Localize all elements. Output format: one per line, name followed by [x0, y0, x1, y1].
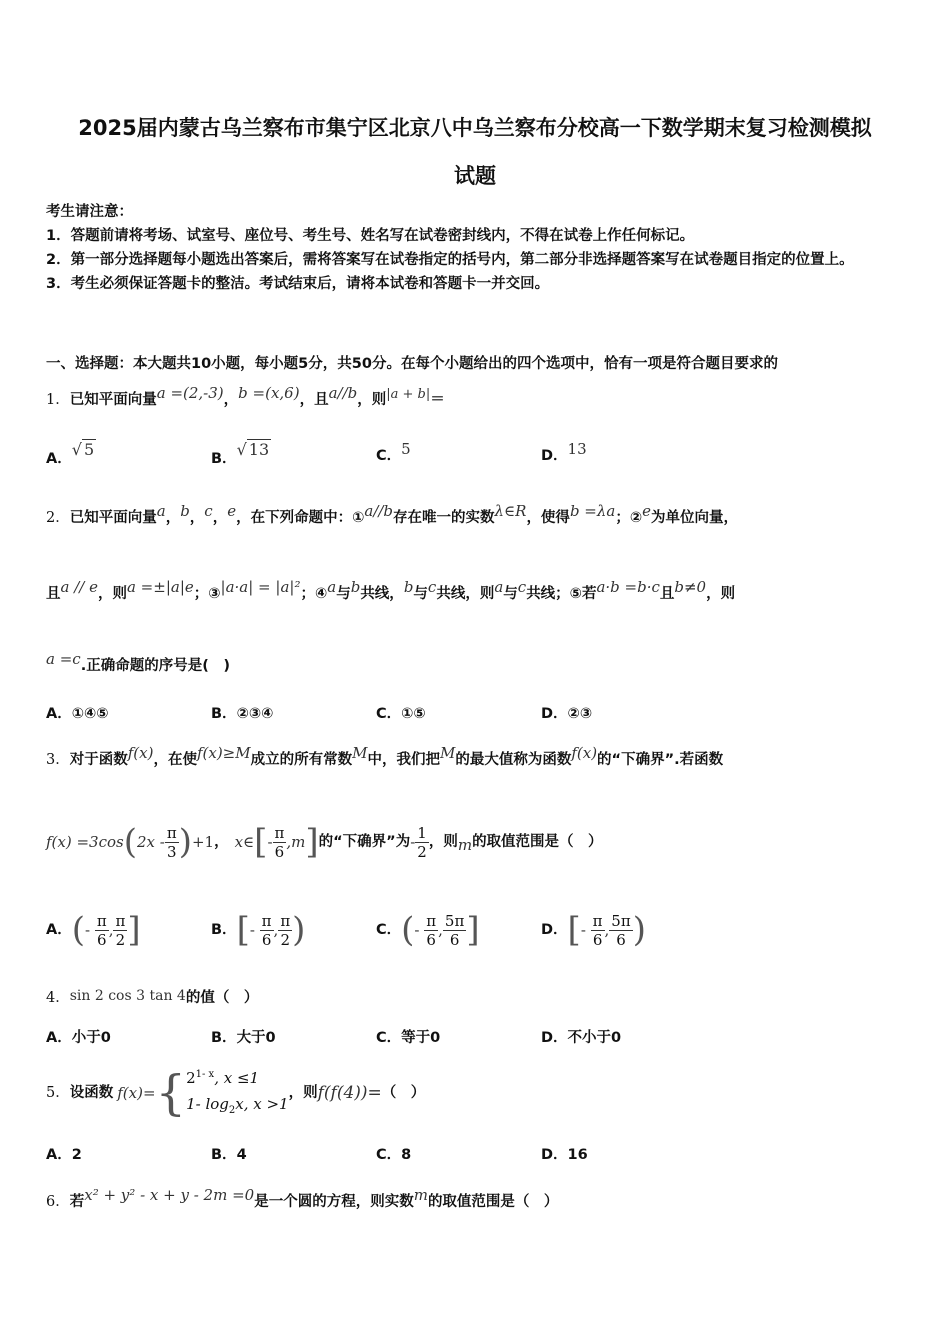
math-expression: |a + b| [386, 387, 431, 402]
denominator: 6 [97, 930, 107, 949]
math-expression: 2x - [137, 833, 165, 851]
option-label: B． [211, 451, 237, 467]
fraction-body [609, 912, 632, 949]
math-expression: a·b =b·c [596, 578, 660, 596]
option-d[interactable] [541, 702, 592, 723]
piece-case-2 [186, 1091, 289, 1124]
math-expression: m [457, 836, 473, 854]
question-text: 设函数 [69, 1085, 114, 1101]
exponent: 1- x [195, 1069, 215, 1080]
question-text: 与 [503, 586, 518, 602]
option-label: B． [211, 922, 237, 938]
math-expression: f(x) [127, 744, 154, 762]
interval-expression [236, 910, 306, 950]
option-d[interactable] [541, 1026, 621, 1047]
minus-sign: - [85, 921, 95, 939]
math-expression: x² + y² - x + y - 2m =0 [84, 1186, 255, 1204]
question-text: 且 [46, 586, 61, 602]
notice-item: 1．答题前请将考场、试室号、座位号、考生号、姓名写在试卷密封线内，不得在试卷上作任何标记。 [46, 228, 695, 244]
brace: { [155, 1065, 187, 1121]
radicand: 13 [248, 440, 270, 459]
option-value: 小于0 [71, 1030, 111, 1046]
option-label: C． [376, 922, 402, 938]
question-text: 成立的所有常数 [250, 752, 353, 768]
option-d[interactable] [541, 1143, 588, 1164]
question-text: 中，我们把 [367, 752, 440, 768]
math-expression: 2 [186, 1069, 196, 1087]
denominator: 2 [417, 842, 427, 861]
title-line-1: 2025届内蒙古乌兰察布市集宁区北京八中乌兰察布分校高一下数学期末复习检测模拟 [78, 116, 872, 140]
question-text: 存在唯一的实数 [393, 510, 495, 526]
question-text: 已知平面向量 [69, 510, 157, 526]
math-expression: c [427, 578, 437, 596]
math-expression: b≠0 [674, 578, 707, 596]
bracket: ( [71, 910, 85, 950]
numerator: π [592, 911, 603, 930]
piece-case-1 [186, 1062, 289, 1091]
question-text: 的最大值称为函数 [455, 752, 572, 768]
bracket: ) [178, 822, 192, 862]
denominator: 6 [261, 930, 272, 949]
option-c[interactable] [376, 910, 480, 950]
math-expression: b [403, 578, 414, 596]
comma: , [273, 921, 279, 939]
math-expression: a // e [60, 578, 98, 596]
math-expression: f(x) [571, 744, 598, 762]
option-value: 4 [236, 1147, 247, 1163]
option-c[interactable] [376, 1143, 411, 1164]
math-expression: m [413, 1186, 428, 1204]
fraction-body [443, 912, 466, 949]
question-text: ，则 [97, 586, 127, 602]
math-expression: , x ≤1 [214, 1069, 260, 1087]
math-expression: a [494, 578, 504, 596]
question-text: 的取值范围是（ ） [472, 834, 603, 850]
fraction-body [278, 912, 292, 949]
question-text: 共线；⑤若 [526, 586, 597, 602]
option-d[interactable] [541, 910, 646, 950]
math-expression: - [267, 833, 273, 851]
interval-expression [71, 910, 141, 950]
question-text: ， [189, 510, 205, 526]
option-label: D． [541, 706, 568, 722]
question-text: ，且 [299, 392, 329, 408]
fraction [165, 824, 179, 861]
bracket: ] [466, 910, 480, 950]
bracket: ( [123, 822, 137, 862]
question-text: 与 [413, 586, 428, 602]
numerator: 1 [417, 823, 427, 842]
question-text: 为单位向量， [651, 510, 738, 526]
math-expression: x∈ [234, 833, 255, 851]
bracket: ( [401, 910, 415, 950]
math-expression: ,m [286, 833, 306, 851]
option-d[interactable] [541, 440, 587, 465]
question-text: 与 [336, 586, 351, 602]
math-expression: a//b [364, 502, 394, 520]
option-b[interactable] [211, 702, 273, 723]
math-expression: a//b [328, 384, 358, 402]
numerator: π [274, 823, 285, 842]
fraction [249, 911, 274, 949]
math-expression: a [327, 578, 337, 596]
math-expression: M [439, 744, 456, 762]
question-text: （ ） [381, 1085, 426, 1101]
question-number: 2． [46, 510, 70, 526]
question-text: .正确命题的序号是( ) [80, 658, 230, 674]
denominator: 3 [167, 842, 177, 861]
option-b[interactable] [211, 440, 271, 468]
math-expression: c [204, 502, 213, 520]
sqrt-expression: √ 13 [236, 440, 270, 459]
numerator: π [115, 911, 126, 930]
question-text: ，则 [357, 392, 387, 408]
math-expression: M [352, 744, 368, 762]
option-a[interactable] [46, 1026, 111, 1047]
fraction-body [113, 912, 127, 949]
numerator: 5π [444, 911, 465, 930]
question-text: ， [212, 510, 228, 526]
denominator: 6 [616, 930, 626, 949]
question-number: 5． [46, 1085, 70, 1101]
option-label: D． [541, 448, 568, 464]
option-label: D． [541, 922, 568, 938]
option-label: C． [376, 448, 402, 464]
question-text: ；④ [300, 586, 328, 602]
option-b[interactable] [211, 1143, 247, 1164]
option-c[interactable] [376, 1026, 440, 1047]
option-value: ②③ [567, 706, 593, 722]
fraction-body [95, 912, 109, 949]
option-label: A． [46, 1030, 72, 1046]
radicand: 5 [83, 440, 95, 459]
fraction-body [424, 912, 438, 949]
math-expression: +1 [191, 833, 215, 851]
question-text: 的“下确界”.若函数 [597, 752, 724, 768]
fraction-body [591, 912, 605, 949]
denominator: 6 [274, 842, 285, 861]
math-expression: λ∈R [494, 502, 527, 520]
question-text: ＝ [430, 392, 445, 408]
option-label: C． [376, 706, 402, 722]
option-value: 大于0 [236, 1030, 276, 1046]
question-text: 共线， [360, 586, 404, 602]
question-text: ；② [615, 510, 643, 526]
bracket: ) [632, 910, 646, 950]
math-expression: f(x)= [117, 1084, 156, 1102]
comma: , [604, 921, 610, 939]
fraction [278, 911, 292, 949]
option-c[interactable] [376, 702, 426, 723]
question-text: 若 [69, 1194, 85, 1210]
bracket: [ [567, 910, 581, 950]
bracket: ] [127, 910, 141, 950]
option-value: 5 [401, 440, 411, 458]
question-text [69, 744, 724, 768]
math-expression: b [180, 502, 190, 520]
option-value: 2 [71, 1147, 82, 1163]
fraction [580, 911, 605, 949]
question-text: ， [165, 510, 181, 526]
question-text: ，则 [288, 1085, 318, 1101]
question-text: 的取值范围是（ ） [427, 1194, 559, 1210]
piecewise-cases [186, 1062, 289, 1124]
option-value: 等于0 [401, 1030, 441, 1046]
numerator: π [166, 823, 177, 842]
option-a[interactable] [46, 1143, 82, 1164]
numerator: 5π [611, 911, 631, 930]
notice-item: 3．考生必须保证答题卡的整洁。考试结束后，请将本试卷和答题卡一并交回。 [46, 276, 550, 292]
question-number: 6． [46, 1194, 70, 1210]
question-text: 是一个圆的方程，则实数 [254, 1194, 414, 1210]
math-expression: f(f(4))= [317, 1083, 382, 1103]
option-label: B． [211, 1147, 237, 1163]
question-3-line-2 [46, 822, 603, 862]
question-text: ，在下列命题中：① [236, 510, 365, 526]
math-expression: x, x >1 [235, 1095, 289, 1113]
option-a[interactable] [46, 702, 109, 723]
denominator: 6 [426, 930, 436, 949]
option-value: 13 [567, 440, 587, 458]
math-expression: 1- log [186, 1095, 229, 1113]
option-value: 8 [401, 1147, 412, 1163]
option-value: ①⑤ [401, 706, 426, 722]
bracket: [ [236, 910, 250, 950]
option-label: A． [46, 922, 72, 938]
math-expression: c [517, 578, 527, 596]
subscript: 2 [228, 1105, 236, 1116]
minus-sign: - [580, 921, 591, 939]
numerator: π [426, 911, 437, 930]
math-expression: b [350, 578, 361, 596]
option-a[interactable] [46, 910, 141, 950]
notice-item: 2．第一部分选择题每小题选出答案后，需将答案写在试卷指定的括号内，第二部分非选择题答案写在试卷题目指定的位置上。 [46, 252, 854, 268]
minus-sign: - [414, 921, 425, 939]
option-label: A． [46, 706, 72, 722]
question-text: ， [223, 392, 239, 408]
question-text: ，在使 [153, 752, 197, 768]
option-label: B． [211, 706, 237, 722]
math-expression: |a·a| = |a|² [220, 578, 301, 596]
math-expression: - [410, 833, 416, 851]
question-number: 4． [46, 990, 70, 1006]
question-text: 的值（ ） [185, 990, 259, 1006]
question-text: ，则 [706, 586, 736, 602]
question-text: ，使得 [526, 510, 570, 526]
question-text [46, 650, 230, 674]
question-6 [46, 1186, 558, 1211]
option-value: 不小于0 [567, 1030, 622, 1046]
question-4 [46, 986, 258, 1007]
question-text: 且 [659, 586, 675, 602]
math-expression: e [227, 502, 237, 520]
math-expression: sin 2 cos 3 tan 4 [69, 988, 186, 1004]
question-text: 对于函数 [69, 752, 128, 768]
math-expression: b =(x,6) [238, 384, 300, 402]
question-1 [46, 384, 445, 409]
notice-block [46, 200, 906, 296]
question-text: ，则 [428, 834, 458, 850]
numerator: π [261, 911, 272, 930]
question-2-line-2 [46, 578, 735, 603]
numerator: π [96, 911, 107, 930]
question-text: 的“下确界”为 [318, 834, 411, 850]
question-text: ；③ [193, 586, 221, 602]
option-b[interactable] [211, 1026, 276, 1047]
math-expression: b =λa [569, 502, 616, 520]
question-2-line-3 [46, 650, 230, 675]
fraction [273, 824, 287, 861]
bracket: [ [254, 822, 268, 862]
option-value: ①④⑤ [71, 706, 109, 722]
option-a[interactable] [46, 440, 96, 468]
fraction-body [260, 912, 274, 949]
option-label: B． [211, 1030, 237, 1046]
question-text [69, 502, 738, 526]
option-label: D． [541, 1147, 568, 1163]
fraction [415, 824, 429, 861]
question-5 [46, 1062, 425, 1124]
question-text: 共线，则 [436, 586, 495, 602]
option-label: A． [46, 451, 72, 467]
question-2 [46, 502, 738, 527]
fraction [85, 911, 109, 949]
option-label: C． [376, 1030, 402, 1046]
comma: , [108, 921, 114, 939]
denominator: 6 [449, 930, 460, 949]
option-value: 16 [567, 1147, 588, 1163]
title-line-2: 试题 [454, 164, 496, 188]
denominator: 2 [115, 930, 126, 949]
section-heading: 一、选择题：本大题共10小题，每小题5分，共50分。在每个小题给出的四个选项中，恰有一项是符合题目要求的 [46, 356, 778, 372]
notice-heading: 考生请注意： [46, 204, 133, 220]
question-text: ， [214, 834, 229, 850]
question-number: 3． [46, 752, 70, 768]
math-expression: a =(2,-3) [156, 384, 224, 402]
fraction [414, 911, 438, 949]
minus-sign: - [249, 921, 260, 939]
option-label: D． [541, 1030, 568, 1046]
bracket: ) [292, 910, 306, 950]
denominator: 2 [280, 930, 291, 949]
option-label: C． [376, 1147, 402, 1163]
math-expression: f(x)≥M [196, 744, 251, 762]
question-3 [46, 744, 723, 769]
option-c[interactable] [376, 440, 411, 465]
math-expression: a =±|a|e [126, 578, 194, 596]
math-expression: e [642, 502, 651, 520]
denominator: 6 [592, 930, 603, 949]
comma: , [438, 921, 443, 939]
question-text [46, 578, 736, 602]
math-expression: a [156, 502, 166, 520]
math-expression: a =c [46, 650, 81, 668]
question-number: 1． [46, 392, 70, 408]
option-label: A． [46, 1147, 72, 1163]
numerator: π [280, 911, 291, 930]
option-value: ②③④ [236, 706, 274, 722]
sqrt-expression: √ 5 [71, 440, 95, 459]
bracket: ] [305, 822, 319, 862]
option-b[interactable] [211, 910, 305, 950]
question-text: 已知平面向量 [69, 392, 157, 408]
fraction [113, 911, 127, 949]
math-expression: f(x) =3cos [46, 833, 124, 851]
